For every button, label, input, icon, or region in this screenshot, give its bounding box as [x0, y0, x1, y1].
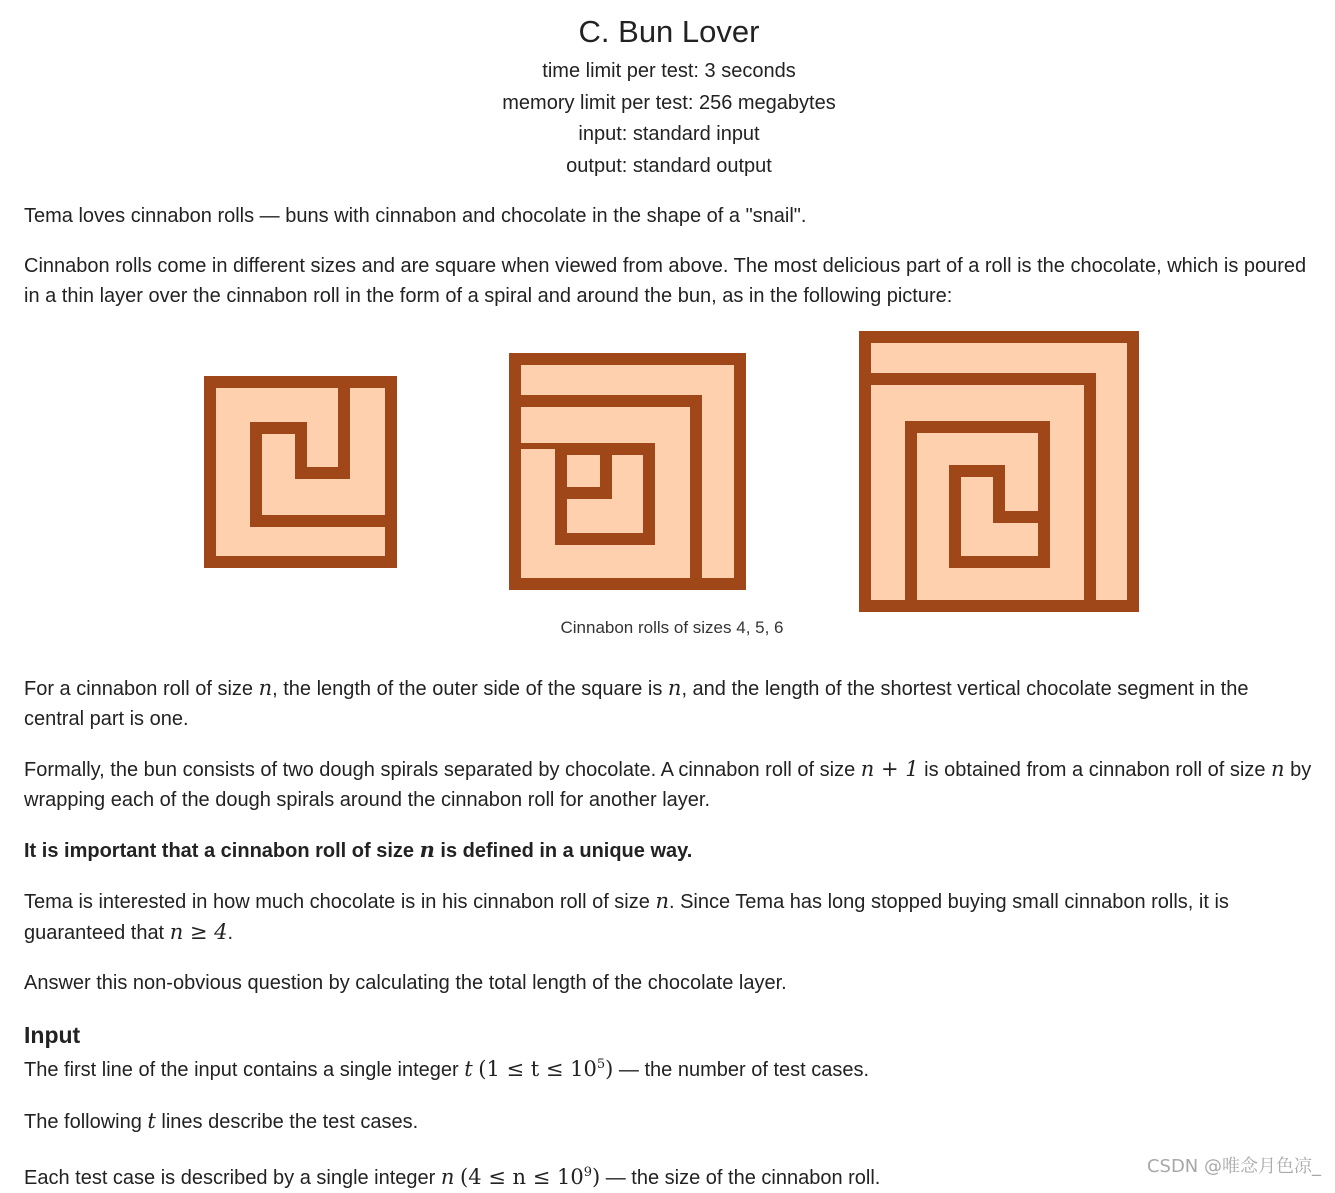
text-fragment: , and the length of the shortest vertical chocolate segment in the central part is one. — [24, 678, 1249, 730]
text-fragment: Each test case is described by a single integer — [24, 1167, 441, 1189]
math-t-open: (1 ≤ t ≤ 10 — [478, 1057, 597, 1081]
math-n-range — [460, 1165, 600, 1189]
statement-paragraph-6 — [24, 886, 1314, 948]
math-t-range — [478, 1057, 613, 1081]
cinnabon-roll-size-4 — [204, 376, 397, 568]
dough-area — [509, 353, 746, 590]
cinnabon-roll-size-6 — [859, 331, 1139, 612]
input-line-1 — [24, 1050, 1314, 1085]
math-n: n — [258, 676, 273, 700]
output-type: output: standard output — [566, 154, 772, 177]
math-n: n — [667, 676, 682, 700]
text-fragment: . — [227, 922, 234, 944]
statement-paragraph-3 — [24, 673, 1314, 734]
math-n-exponent: 9 — [583, 1165, 592, 1180]
figure-caption: Cinnabon rolls of sizes 4, 5, 6 — [560, 618, 784, 637]
statement-paragraph-1: Tema loves cinnabon rolls — buns with cinnabon and chocolate in the shape of a "snail". — [24, 205, 807, 227]
math-n: n — [655, 889, 669, 913]
math-n: n — [419, 837, 435, 862]
statement-paragraph-4 — [24, 754, 1314, 815]
math-close: ) — [591, 1165, 601, 1189]
math-n: n — [1271, 757, 1285, 781]
text-fragment: by wrapping each of the dough spirals around the cinnabon roll for another layer. — [24, 759, 1312, 811]
dough-gap — [521, 449, 555, 455]
math-n: n — [440, 1165, 455, 1189]
text-fragment: is defined in a unique way. — [434, 840, 693, 862]
memory-limit: memory limit per test: 256 megabytes — [502, 91, 836, 114]
statement-paragraph-5 — [24, 835, 1314, 866]
text-fragment: lines describe the test cases. — [155, 1111, 419, 1133]
statement-paragraph-7: Answer this non-obvious question by calculating the total length of the chocolate layer. — [24, 972, 787, 994]
text-fragment: — the size of the cinnabon roll. — [600, 1167, 881, 1189]
problem-statement — [24, 0, 1314, 1193]
math-n-plus-1: n + 1 — [860, 757, 919, 781]
text-fragment: Tema is interested in how much chocolate is in his cinnabon roll of size — [24, 891, 656, 913]
text-fragment: Formally, the bun consists of two dough spirals separated by chocolate. A cinnabon roll of size — [24, 759, 861, 781]
math-n-ge-4: n ≥ 4 — [169, 920, 228, 944]
text-fragment: It is important that a cinnabon roll of size — [24, 840, 420, 862]
text-fragment: For a cinnabon roll of size — [24, 678, 259, 700]
cinnabon-figure — [24, 331, 1314, 651]
problem-title: C. Bun Lover — [578, 14, 760, 49]
math-t: t — [147, 1109, 156, 1133]
text-fragment: , the length of the outer side of the square is — [272, 678, 668, 700]
input-line-3 — [24, 1158, 1314, 1193]
dough-strip — [216, 527, 385, 556]
problem-limits — [24, 56, 1314, 182]
text-fragment: . Since Tema has long stopped buying small cinnabon rolls, it is guaranteed that — [24, 891, 1229, 944]
input-heading: Input — [24, 1022, 81, 1048]
math-t-exponent: 5 — [596, 1057, 606, 1072]
text-fragment: is obtained from a cinnabon roll of size — [918, 759, 1272, 781]
csdn-watermark: CSDN @唯念月色凉_ — [1146, 1156, 1321, 1177]
input-type: input: standard input — [578, 123, 760, 145]
statement-paragraph-2: Cinnabon rolls come in different sizes and are square when viewed from above. The most delicious part of a roll is the chocolate, which is poured in a thin layer over the cinnabon roll in the form of a spiral and around the bun, as in the following picture: — [24, 255, 1307, 307]
text-fragment: — the number of test cases. — [613, 1059, 870, 1081]
text-fragment: The first line of the input contains a single integer — [24, 1059, 465, 1081]
math-close: ) — [605, 1057, 614, 1081]
math-t: t — [464, 1057, 473, 1081]
time-limit: time limit per test: 3 seconds — [542, 60, 796, 82]
cinnabon-roll-size-5 — [509, 353, 746, 590]
math-n-open: (4 ≤ n ≤ 10 — [460, 1165, 584, 1189]
input-line-2 — [24, 1106, 1314, 1137]
text-fragment: The following — [24, 1111, 148, 1133]
